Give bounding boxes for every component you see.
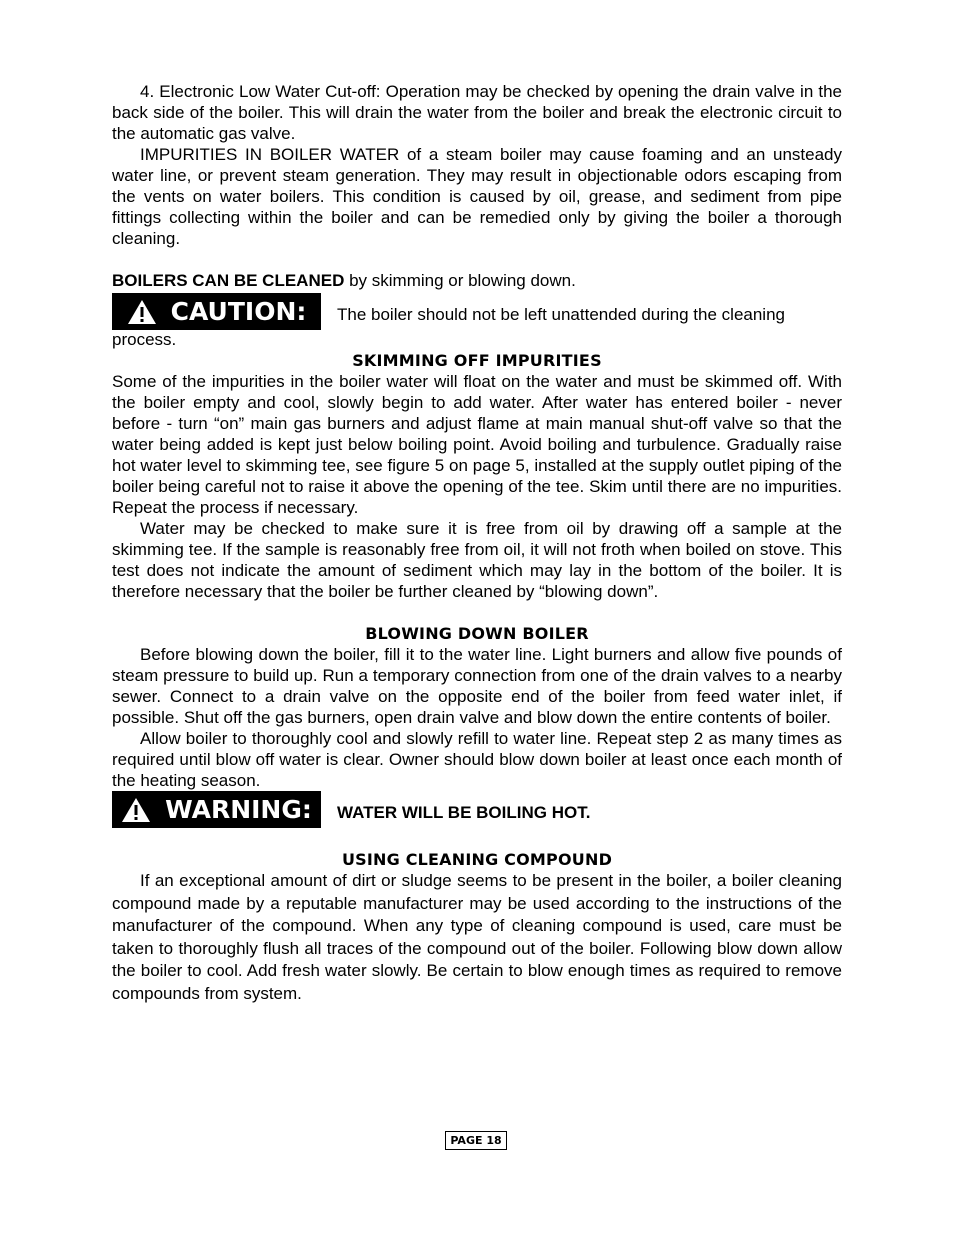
skimming-heading: SKIMMING OFF IMPURITIES [352,351,602,370]
caution-text: The boiler should not be left unattended during the cleaning [337,305,785,324]
warning-row [112,791,842,828]
skimming-paragraph-1: Some of the impurities in the boiler water will float on the water and must be skimmed off. With the boiler empty and cool, slowly begin to add water. After water has entered boiler - never before - turn “on” main gas burners and adjust flame at main manual shut-off valve so that the water being added is kept just below boiling point. Avoid boiling and turbulence. Gradually raise hot water level to skimming tee, see figure 5 on page 5, installed at the supply outlet piping of the boiler being careful not to raise it above the opening of the tee. Skim until there are no impurities. Repeat the process if necessary. [112,372,842,517]
caution-badge [112,293,321,330]
warning-text: WATER WILL BE BOILING HOT. [337,803,591,822]
caution-continuation: process. [112,330,177,349]
compound-paragraph: If an exceptional amount of dirt or sludge seems to be present in the boiler, a boiler cleaning compound made by a reputable manufacturer may be used according to the instructions of the manufacturer of the compound. When any type of cleaning compound is used, care must be taken to thoroughly flush all traces of the compound out of the boiler. Following blow down allow the boiler to cool. Add fresh water slowly. Be certain to blow enough times as required to remove compounds from system. [112,871,842,1003]
blowing-paragraph-1: Before blowing down the boiler, fill it to the water line. Light burners and allow five pounds of steam pressure to build up. Run a temporary connection from one of the drain valves to a nearby sewer. Connect to a drain valve on the opposite end of the boiler from feed water inlet, if possible. Shut off the gas burners, open drain valve and blow down the entire contents of boiler. [112,645,842,727]
cleaning-lead [112,270,842,291]
warning-badge [112,791,321,828]
page-number-box: PAGE 18 [445,1131,507,1150]
compound-heading: USING CLEANING COMPOUND [341,850,613,869]
blowing-paragraph-2: Allow boiler to thoroughly cool and slowly refill to water line. Repeat step 2 as many times as required until blow off water is clear. Owner should blow down boiler at least once each month of the heating season. [112,729,842,790]
cleaning-lead-bold: BOILERS CAN BE CLEANED [112,271,345,290]
blowing-heading: BLOWING DOWN BOILER [365,624,589,643]
item4-paragraph: 4. Electronic Low Water Cut-off: Operation may be checked by opening the drain valve in the back side of the boiler. This will drain the water from the boiler and break the electronic circuit to the automatic gas valve. [112,82,842,143]
document-body [112,81,842,1005]
warning-label: WARNING: [165,795,312,824]
skimming-paragraph-2: Water may be checked to make sure it is free from oil by drawing off a sample at the skimming tee. If the sample is reasonably free from oil, it will not froth when boiled on stove. This test does not indicate the amount of sediment which may lay in the bottom of the boiler. It is therefore necessary that the boiler be further cleaned by “blowing down”. [112,519,842,601]
caution-row [112,293,842,330]
warning-triangle-icon [127,299,157,325]
warning-triangle-icon [121,797,151,823]
cleaning-lead-rest: by skimming or blowing down. [344,271,576,290]
caution-label: CAUTION: [170,297,307,326]
impurities-paragraph: IMPURITIES IN BOILER WATER of a steam boiler may cause foaming and an unsteady water line, or prevent steam generation. They may result in objectionable odors escaping from the vents on water boilers. This condition is caused by oil, grease, and sediment from pipe fittings collecting within the boiler and can be remedied only by giving the boiler a thorough cleaning. [112,145,842,248]
